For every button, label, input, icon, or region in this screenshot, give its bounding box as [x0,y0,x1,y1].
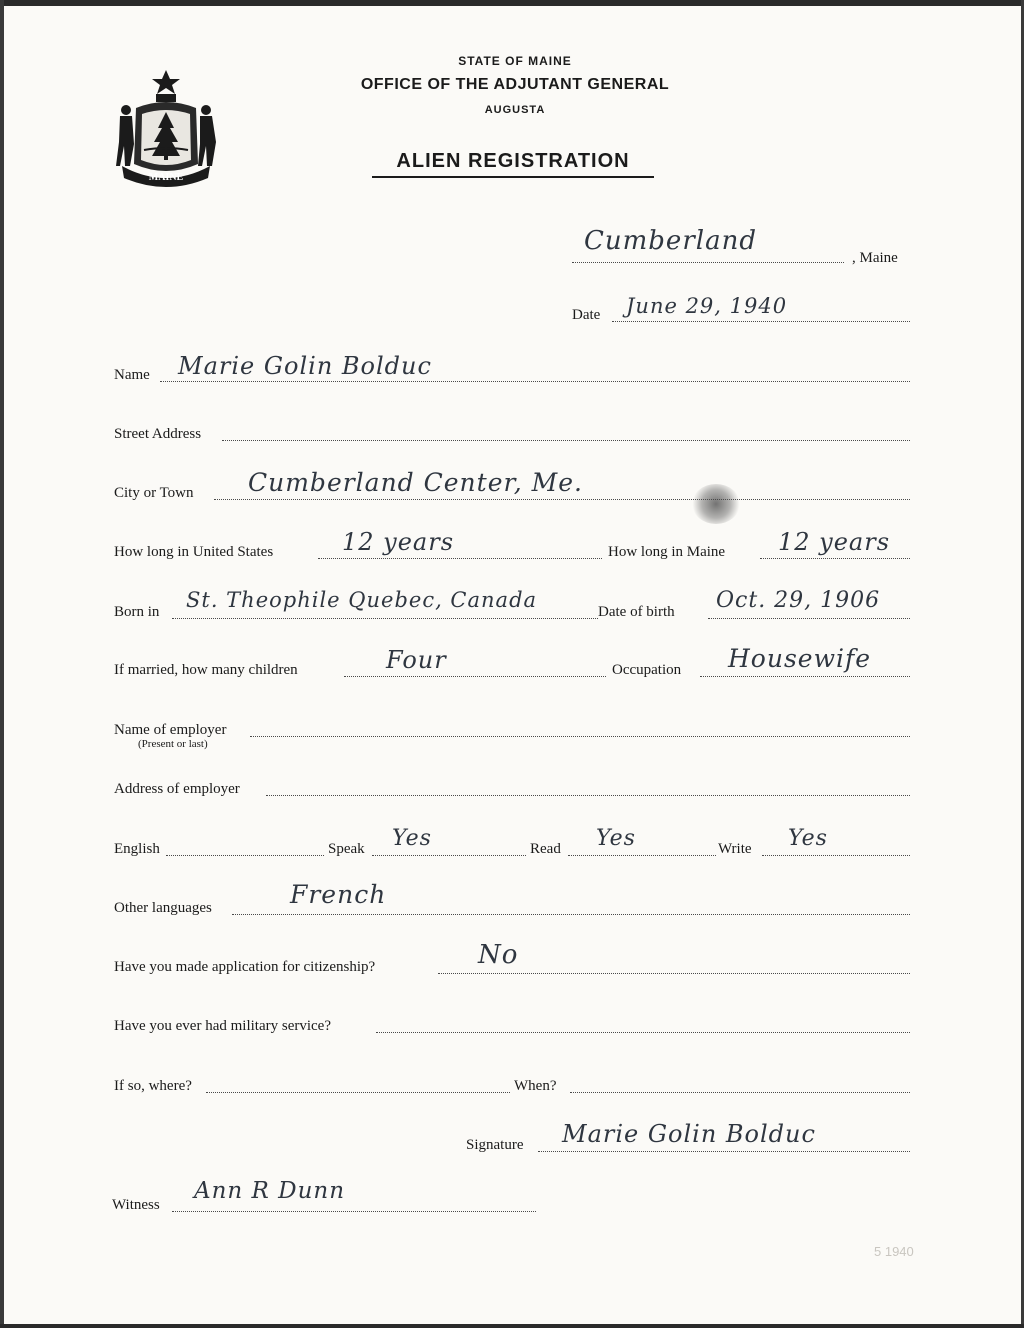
signature-label: Signature [466,1137,524,1153]
speak-label: Speak [328,841,365,857]
name-line [160,381,910,382]
citizenship-value: No [478,940,519,970]
signature-line [538,1151,910,1152]
form-title: ALIEN REGISTRATION [372,150,654,178]
other-languages-line [232,914,910,915]
occupation-value: Housewife [728,644,872,673]
header-city: AUGUSTA [484,104,546,116]
how-long-us-line [318,558,602,559]
date-of-birth-value: Oct. 29, 1906 [716,588,881,613]
citizenship-line [438,973,910,974]
date-value: June 29, 1940 [626,294,788,318]
occupation-line [700,676,910,677]
maine-state-seal-icon [112,66,220,190]
town-line [572,262,844,263]
witness-label: Witness [112,1197,160,1213]
town-suffix: , Maine [852,250,898,266]
city-line [214,499,910,500]
when-line [570,1092,910,1093]
witness-value: Ann R Dunn [194,1178,346,1204]
how-long-us-label: How long in United States [114,544,274,560]
name-label: Name [114,367,150,383]
where-label: If so, where? [114,1078,192,1094]
town-value: Cumberland [584,226,757,256]
signature-value: Marie Golin Bolduc [562,1120,816,1148]
how-long-maine-line [760,558,910,559]
street-label: Street Address [114,426,202,442]
date-label: Date [572,307,601,323]
street-line [222,440,910,441]
english-label: English [114,841,160,857]
children-line [344,676,606,677]
faint-stamp-number: 5 1940 [874,1244,914,1259]
employer-address-line [266,795,910,796]
scan-border-bottom [0,1324,1024,1328]
employer-sublabel: (Present or last) [138,738,208,750]
how-long-maine-label: How long in Maine [608,544,726,560]
english-line [166,855,324,856]
military-line [376,1032,910,1033]
write-value: Yes [788,826,828,851]
children-value: Four [386,646,447,674]
employer-label: Name of employer [114,722,227,738]
city-label: City or Town [114,485,194,501]
employer-line [250,736,910,737]
scan-border-left [0,0,4,1328]
date-of-birth-line [708,618,910,619]
city-value: Cumberland Center, Me. [248,468,583,497]
header-office: OFFICE OF THE ADJUTANT GENERAL [360,76,670,93]
employer-address-label: Address of employer [114,781,240,797]
how-long-maine-value: 12 years [778,528,891,556]
svg-text:MAINE: MAINE [148,172,184,183]
where-line [206,1092,510,1093]
date-of-birth-label: Date of birth [598,604,675,620]
other-languages-value: French [290,880,387,909]
military-label: Have you ever had military service? [114,1018,331,1034]
born-in-label: Born in [114,604,160,620]
read-value: Yes [596,826,636,851]
read-line [568,855,716,856]
speak-line [372,855,526,856]
name-value: Marie Golin Bolduc [178,352,432,380]
write-label: Write [718,841,752,857]
scan-border-top [0,0,1024,6]
born-in-value: St. Theophile Quebec, Canada [186,588,538,612]
header-state: STATE OF MAINE [458,54,572,68]
occupation-label: Occupation [612,662,682,678]
how-long-us-value: 12 years [342,528,455,556]
when-label: When? [514,1078,557,1094]
date-line [612,321,910,322]
write-line [762,855,910,856]
other-languages-label: Other languages [114,900,212,916]
children-label: If married, how many children [114,662,298,678]
witness-line [172,1211,536,1212]
speak-value: Yes [392,826,432,851]
read-label: Read [530,841,561,857]
born-in-line [172,618,598,619]
ink-smudge [692,484,740,524]
citizenship-label: Have you made application for citizenship? [114,959,376,975]
